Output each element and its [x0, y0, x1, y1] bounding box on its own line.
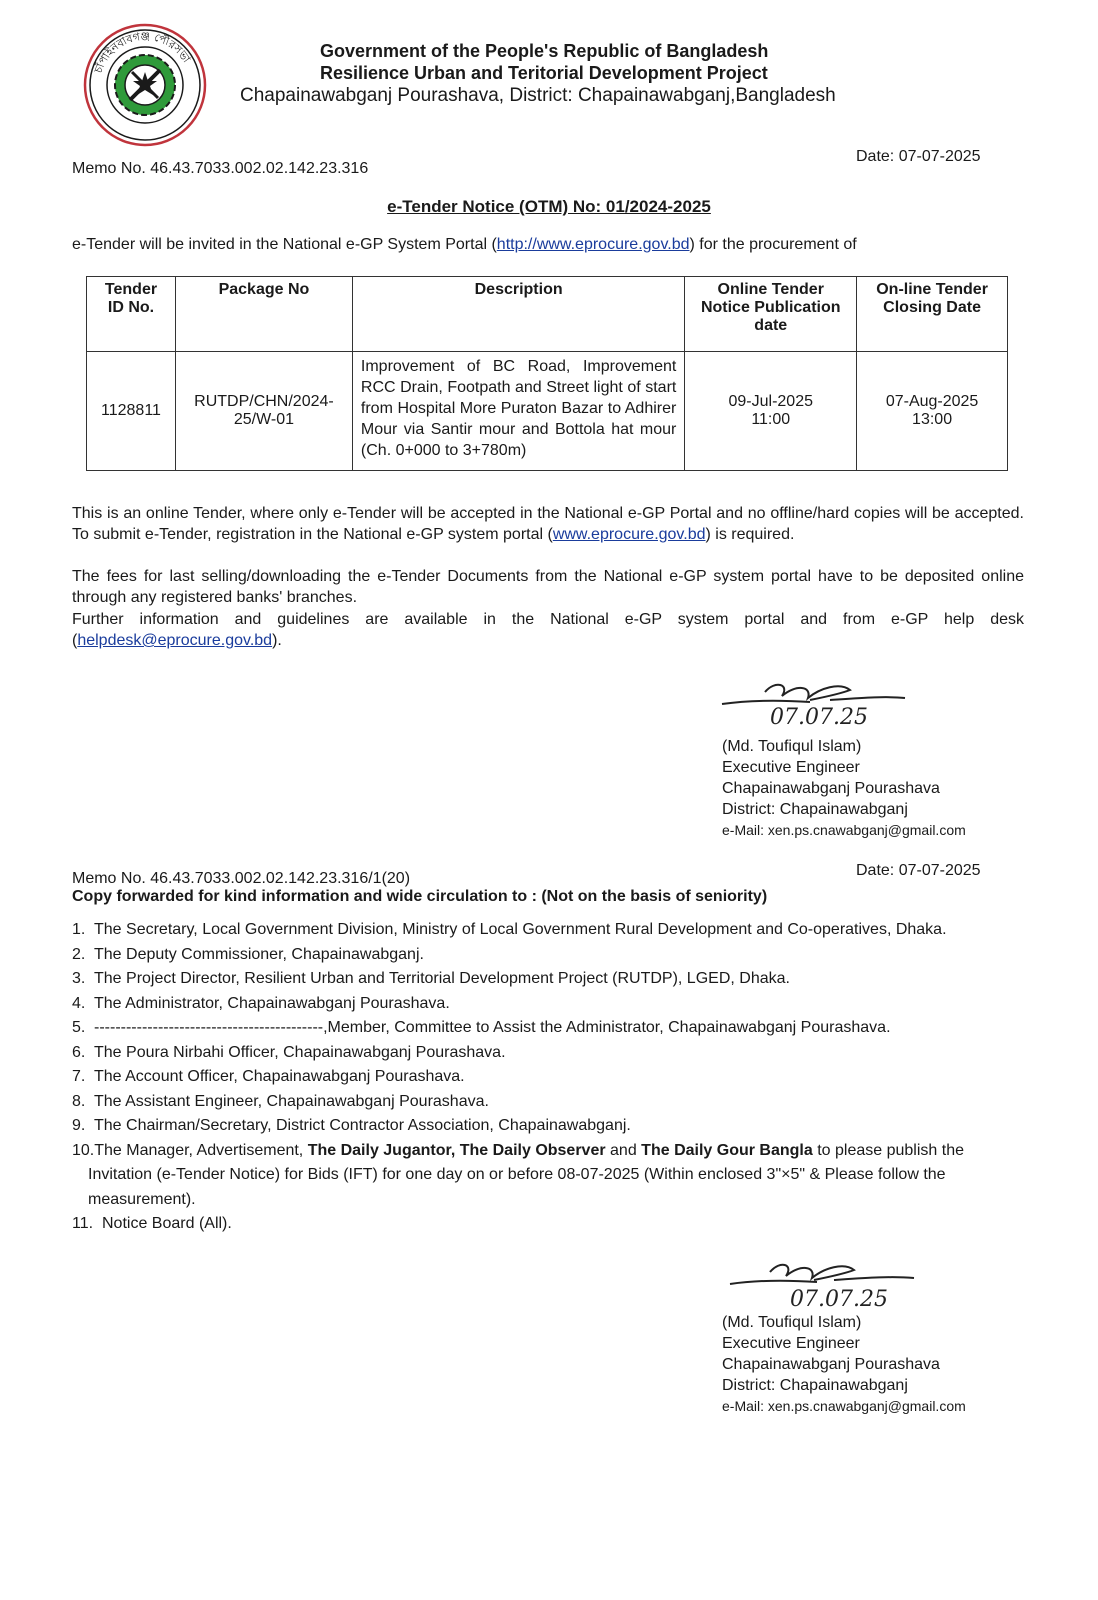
signatory-name: (Md. Toufiqul Islam): [722, 738, 862, 755]
signatory-title: Executive Engineer: [722, 759, 860, 776]
list-item: 2. The Deputy Commissioner, Chapainawabganj.: [72, 945, 424, 963]
copy-forward-heading: Copy forwarded for kind information and wide circulation to : (Not on the basis of seniority): [72, 888, 768, 905]
tender-table: [86, 276, 1008, 471]
copy-list: [72, 918, 1032, 1237]
closing-date: 07-Aug-2025: [885, 393, 979, 410]
memo-date: Date: 07-07-2025: [856, 148, 981, 165]
list-item: 11. Notice Board (All).: [72, 1215, 232, 1232]
pourashava-seal-logo: [82, 22, 208, 148]
intro-before: e-Tender will be invited in the National e-GP System Portal (: [72, 236, 497, 253]
eprocure-link-2[interactable]: www.eprocure.gov.bd: [552, 526, 706, 543]
intro-after: ) for the procurement of: [689, 236, 857, 253]
signatory-district-2: District: Chapainawabganj: [722, 1377, 908, 1394]
list-item: 7. The Account Officer, Chapainawabganj Pourashava.: [72, 1068, 465, 1085]
signature-date-2: 07.07.25: [790, 1287, 888, 1312]
memo-date-2: Date: 07-07-2025: [856, 862, 981, 879]
signatory-email-2: e-Mail: xen.ps.cnawabganj@gmail.com: [722, 1398, 966, 1414]
col-header-package: Package No: [175, 277, 352, 352]
letterhead-government: Government of the People's Republic of Bangladesh: [320, 41, 769, 61]
signatory-title-2: Executive Engineer: [722, 1335, 860, 1352]
col-header-publication-date: Online Tender Notice Publication date: [685, 277, 857, 352]
list-item: 4. The Administrator, Chapainawabganj Pourashava.: [72, 994, 450, 1012]
publication-time: 11:00: [751, 411, 791, 428]
letterhead-office: Chapainawabganj Pourashava, District: Chapainawabganj,Bangladesh: [240, 85, 836, 106]
table-header-row: [87, 277, 1008, 352]
cell-description: Improvement of BC Road, Improvement RCC Drain, Footpath and Street light of start from Hospital More Puraton Bazar to Adhirer Mour via Santir mour and Bottola hat mour (Ch. 0+000 to 3+780m): [352, 352, 684, 471]
memo-number: Memo No. 46.43.7033.002.02.142.23.316: [72, 160, 369, 177]
memo-number-2: Memo No. 46.43.7033.002.02.142.23.316/1(20): [72, 870, 411, 887]
list-item: 1. The Secretary, Local Government Division, Ministry of Local Government Rural Development and Co-operatives, Dhaka.: [72, 921, 947, 938]
cell-package: RUTDP/CHN/2024-25/W-01: [175, 352, 352, 471]
cell-tender-id: 1128811: [87, 352, 176, 471]
seal-text: চাঁপাইনবাবগঞ্জ পৌরসভা: [91, 29, 193, 75]
paragraph-online-tender: This is an online Tender, where only e-Tender will be accepted in the National e-GP Portal and no offline/hard copies will be accepted. To submit e-Tender, registration in the National e-GP system portal (www.eprocure.gov.bd) is required.: [72, 505, 1024, 543]
helpdesk-email-link[interactable]: helpdesk@eprocure.gov.bd: [77, 632, 273, 649]
handwritten-signature-2: [722, 1252, 922, 1312]
table-row: [87, 352, 1008, 471]
list-item: 9. The Chairman/Secretary, District Contractor Association, Chapainawabganj.: [72, 1117, 631, 1134]
signatory-email: e-Mail: xen.ps.cnawabganj@gmail.com: [722, 822, 966, 838]
list-item: 3. The Project Director, Resilient Urban and Territorial Development Project (RUTDP), LGED, Dhaka.: [72, 970, 790, 987]
signatory-district: District: Chapainawabganj: [722, 801, 908, 818]
notice-title: e-Tender Notice (OTM) No: 01/2024-2025: [387, 197, 711, 216]
handwritten-signature: [720, 670, 920, 730]
list-item: 5. -------------------------------------------,Member, Committee to Assist the Administrator, Chapainawabganj Pourashava.: [72, 1019, 891, 1036]
letterhead-project: Resilience Urban and Teritorial Development Project: [320, 63, 768, 83]
closing-time: 13:00: [912, 411, 953, 428]
cell-closing: [857, 352, 1008, 471]
publication-date: 09-Jul-2025: [728, 393, 813, 410]
signature-date: 07.07.25: [770, 705, 868, 730]
signatory-office: Chapainawabganj Pourashava: [722, 780, 940, 797]
col-header-description: Description: [352, 277, 684, 352]
list-item: 8. The Assistant Engineer, Chapainawabganj Pourashava.: [72, 1092, 489, 1110]
signatory-name-2: (Md. Toufiqul Islam): [722, 1314, 862, 1331]
cell-publication: [685, 352, 857, 471]
paragraph-fees: The fees for last selling/downloading the e-Tender Documents from the National e-GP system portal have to be deposited online through any registered banks' branches.: [72, 568, 1024, 606]
list-item-newspapers: 10.The Manager, Advertisement, The Daily Jugantor, The Daily Observer and The Daily Gour Bangla to please publish the Invitation (e-Tender Notice) for Bids (IFT) for one day on or before 08-07-2025 (Within enclosed 3"×5" & Please follow the measurement).: [72, 1141, 964, 1208]
col-header-tender-id: Tender ID No.: [87, 277, 176, 352]
signatory-office-2: Chapainawabganj Pourashava: [722, 1356, 940, 1373]
intro-text: [72, 236, 1032, 254]
paragraph-further-info: Further information and guidelines are available in the National e-GP system portal and from e-GP help desk (helpdesk@eprocure.gov.bd).: [72, 611, 1024, 649]
signature-block-2: [722, 1312, 966, 1417]
list-item: 6. The Poura Nirbahi Officer, Chapainawabganj Pourashava.: [72, 1043, 506, 1061]
eprocure-link[interactable]: http://www.eprocure.gov.bd: [496, 236, 690, 253]
letterhead: [240, 40, 940, 108]
col-header-closing-date: On-line Tender Closing Date: [857, 277, 1008, 352]
signature-block: [722, 736, 966, 841]
